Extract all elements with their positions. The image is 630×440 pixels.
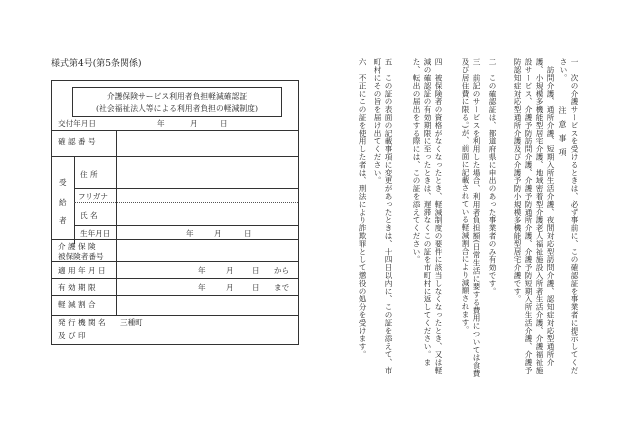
note-item-2: 二 この確認証は、都道府県に申出のあった事業者のみ有効です。 <box>488 58 497 295</box>
note-item-1-detail: 訪問介護、通所介護、短期入所生活介護、夜間対応型訪問介護、認知症対応型通所介護、小規模多機能型居宅介護、地域密着型介護老人福祉施設入所者生活介護、介護福祉施設サービス、介護予防訪問介護、介護予防通所介護、介護予防短期入所生活介護、介護予防認知症対応型通所介護及び介護予防小規模多機能型居宅介護です。 <box>513 58 555 374</box>
expiry-label: 有 効 期 限 <box>58 283 96 292</box>
insured-label-2: 被保険者番号 <box>58 252 104 261</box>
recipient-label-1: 受 <box>59 178 67 187</box>
note-item-1: 一 次の介護サービスを受けるときは、必ず事前に、この確認証を事業者に提示してください。 <box>559 58 579 374</box>
confirmation-card <box>51 80 299 345</box>
birth-month: 月 <box>214 229 222 238</box>
recipient-label-2: 給 <box>59 198 67 207</box>
card-subtitle: (社会福祉法人等による利用者負担の軽減制度) <box>95 104 259 113</box>
issuer-label-2: 及 び 印 <box>58 331 86 340</box>
note-item-5: 五 この証の表面の記載事項に変更があったときは、十四日以内に、この証を添えて、市町村にその旨を届け出てください。 <box>373 58 393 374</box>
issue-day: 日 <box>220 119 228 128</box>
note-item-4: 四 被保険者の資格がなくなったとき、軽減制度の要件に該当しなくなったとき、又は軽減の確認証の有効期限に至ったときは、遅滞なくこの証を市町村に返してください。また、転出の届出をする際には、この証を添えてください。 <box>412 58 443 374</box>
start-day: 日 <box>252 266 260 275</box>
recipient-label-3: 者 <box>59 216 67 225</box>
confirm-no-label: 確 認 番 号 <box>58 137 96 146</box>
birth-label: 生年月日 <box>80 229 111 238</box>
reduction-label: 軽 減 割 合 <box>58 300 96 309</box>
start-from: から <box>274 266 290 275</box>
expiry-month: 月 <box>226 283 234 292</box>
issue-month: 月 <box>190 119 198 128</box>
furigana-label: フリガナ <box>78 192 108 201</box>
form-id: 様式第4号(第5条関係) <box>51 59 142 69</box>
issue-year: 年 <box>157 119 165 128</box>
start-month: 月 <box>226 266 234 275</box>
notes-title: 注意事項 <box>558 106 567 162</box>
notes-section <box>325 58 580 378</box>
card-title-box <box>72 87 282 117</box>
expiry-day: 日 <box>252 283 260 292</box>
note-item-6: 六 不正にこの証を使用した者は、刑法により詐欺罪として懲役の処分を受けます。 <box>358 58 367 359</box>
birth-day: 日 <box>244 229 252 238</box>
expiry-until: まで <box>274 283 290 292</box>
name-label: 氏 名 <box>80 211 98 220</box>
note-item-3: 三 前記のサービスを利用した場合、利用者負担額(日常生活に要する費用については食費及び居住費に限る。)が、前面に記載されている軽減割合により減額されます。 <box>461 58 481 378</box>
start-year: 年 <box>198 266 206 275</box>
issuer-value: 三種町 <box>120 318 143 327</box>
start-label: 適 用 年 月 日 <box>58 266 106 275</box>
address-label: 住 所 <box>80 170 98 179</box>
issuer-label-1: 発 行 機 関 名 <box>58 318 106 327</box>
card-title: 介護保険サービス利用者負担軽減確認証 <box>106 92 248 101</box>
birth-year: 年 <box>186 229 194 238</box>
insured-label-1: 介 護 保 険 <box>58 242 96 251</box>
issue-date-label: 交付年月日 <box>58 119 96 128</box>
expiry-year: 年 <box>198 283 206 292</box>
